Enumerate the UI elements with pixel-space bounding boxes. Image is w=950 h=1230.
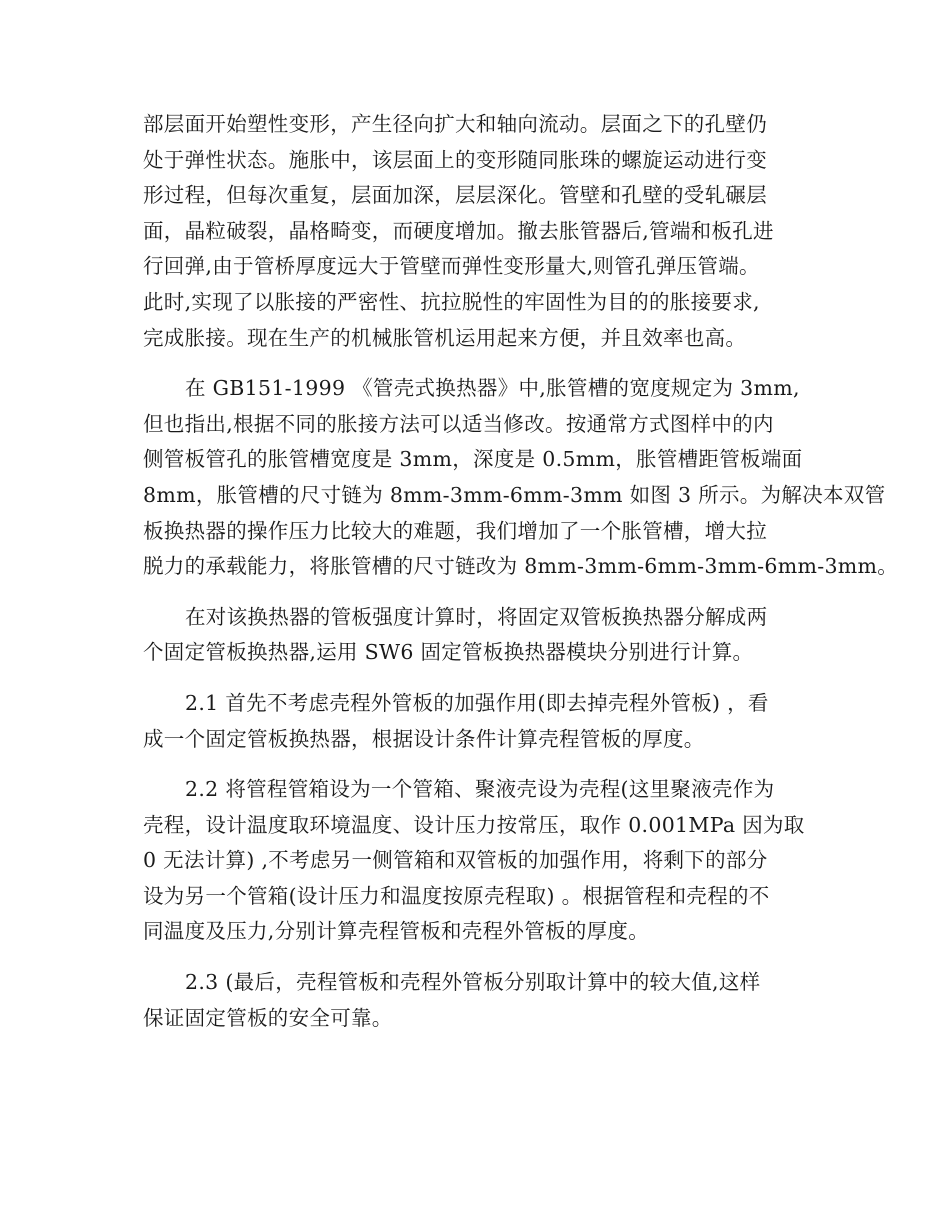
paragraph-3 (143, 600, 808, 671)
text-line: 个固定管板换热器,运用 SW6 固定管板换热器模块分别进行计算。 (143, 640, 754, 665)
paragraph-2 (143, 371, 899, 585)
text-line: 同温度及压力,分别计算壳程管板和壳程外管板的厚度。 (143, 919, 650, 944)
text-line: 2.2 将管程管箱设为一个管箱、聚液壳设为壳程(这里聚液壳作为 (185, 777, 775, 802)
text-line: 行回弹,由于管桥厚度远大于管壁而弹性变形量大,则管孔弹压管端。 (143, 254, 760, 279)
paragraph-1 (143, 107, 808, 356)
paragraph-4 (143, 686, 808, 757)
text-line: 但也指出,根据不同的胀接方法可以适当修改。按通常方式图样中的内 (143, 411, 774, 436)
text-line: 8mm，胀管槽的尺寸链为 8mm-3mm-6mm-3mm 如图 3 所示。为解决本双管 (143, 482, 886, 507)
text-line: 处于弹性状态。施胀中，该层面上的变形随同胀珠的螺旋运动进行变 (143, 147, 767, 172)
text-line: 脱力的承载能力，将胀管槽的尺寸链改为 8mm-3mm-6mm-3mm-6mm-3mm。 (143, 554, 899, 579)
text-line: 形过程，但每次重复，层面加深，层层深化。管壁和孔壁的受轧碾层 (143, 183, 767, 208)
document-body (143, 107, 899, 1036)
text-line: 2.3 (最后，壳程管板和壳程外管板分别取计算中的较大值,这样 (185, 970, 761, 995)
text-line: 保证固定管板的安全可靠。 (143, 1005, 393, 1030)
paragraph-5 (143, 772, 808, 950)
text-line: 部层面开始塑性变形，产生径向扩大和轴向流动。层面之下的孔壁仍 (143, 112, 767, 136)
text-line: 0 无法计算) ,不考虑另一侧管箱和双管板的加强作用，将剩下的部分 (143, 848, 768, 873)
text-line: 面，晶粒破裂，晶格畸变，而硬度增加。撤去胀管器后,管端和板孔进 (143, 218, 774, 243)
text-line: 在 GB151-1999 《管壳式换热器》中,胀管槽的宽度规定为 3mm, (185, 376, 800, 401)
text-line: 2.1 首先不考虑壳程外管板的加强作用(即去掉壳程外管板) ，看 (185, 690, 769, 715)
text-line: 此时,实现了以胀接的严密性、抗拉脱性的牢固性为目的的胀接要求, (143, 289, 760, 314)
text-line: 板换热器的操作压力比较大的难题，我们增加了一个胀管槽，增大拉 (143, 518, 767, 543)
text-line: 壳程，设计温度取环境温度、设计压力按常压，取作 0.001MPa 因为取 (143, 812, 805, 837)
text-line: 在对该换热器的管板强度计算时，将固定双管板换热器分解成两 (185, 604, 768, 629)
text-line: 侧管板管孔的胀管槽宽度是 3mm，深度是 0.5mm，胀管槽距管板端面 (143, 447, 803, 472)
text-line: 设为另一个管箱(设计压力和温度按原壳程取) 。根据管程和壳程的不 (143, 883, 770, 908)
text-line: 成一个固定管板换热器，根据设计条件计算壳程管板的厚度。 (143, 726, 705, 751)
paragraph-6 (143, 965, 808, 1036)
text-line: 完成胀接。现在生产的机械胀管机运用起来方便，并且效率也高。 (143, 325, 747, 350)
